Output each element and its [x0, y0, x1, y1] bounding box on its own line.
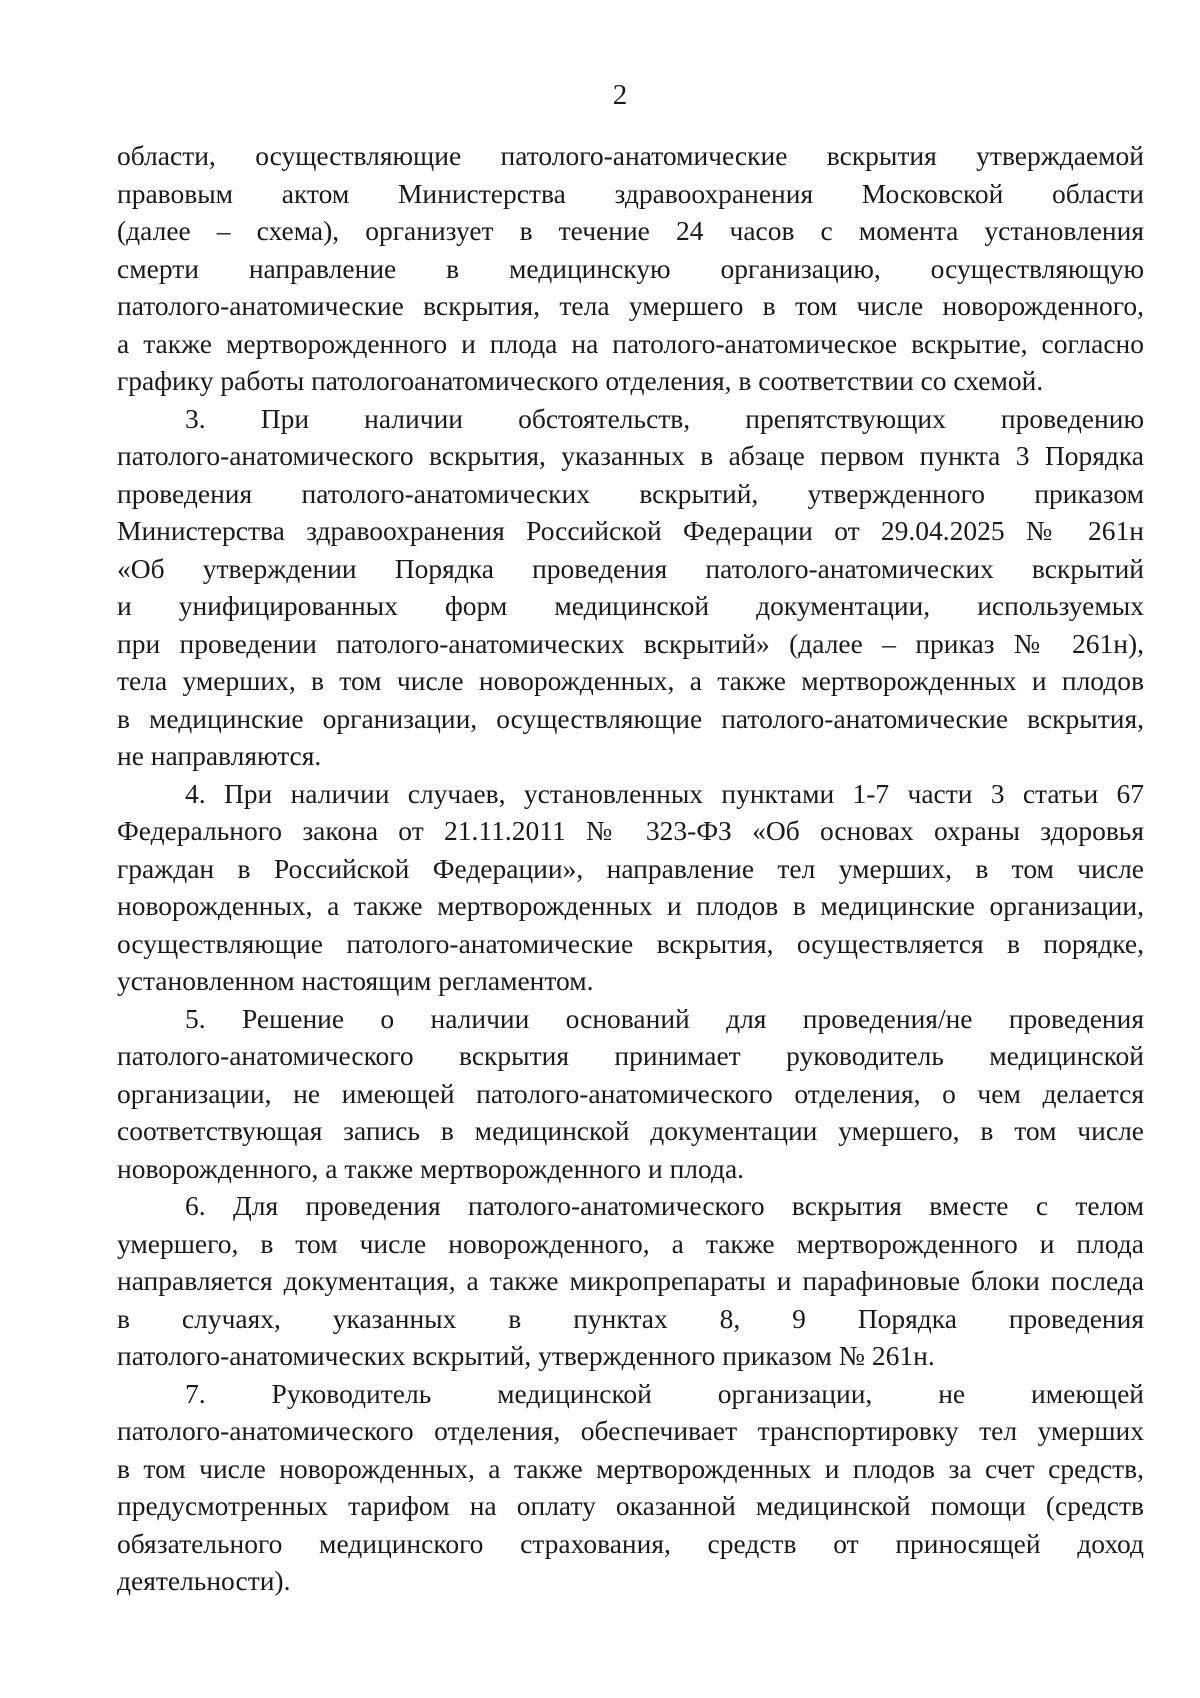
text-line: 3. При наличии обстоятельств, препятствующих проведению [185, 402, 1144, 434]
text-line: Министерства здравоохранения Российской Федерации от 29.04.2025 № 261н [117, 515, 1144, 546]
paragraph [117, 1000, 1144, 1188]
text-line: в случаях, указанных в пунктах 8, 9 Порядка проведения [117, 1302, 1144, 1334]
paragraph [117, 775, 1144, 1000]
document-body [117, 137, 1144, 1600]
text-line: установленном настоящим регламентом. [117, 965, 594, 996]
paragraph [117, 1187, 1144, 1375]
text-line: новорожденного, а также мертворожденного и плода. [117, 1152, 745, 1184]
text-line: патолого-анатомические вскрытия, тела умершего в том числе новорожденного, [117, 290, 1144, 321]
text-line: организации, не имеющей патолого-анатомического отделения, о чем делается [117, 1077, 1144, 1109]
paragraph [117, 137, 1144, 400]
text-line: не направляются. [117, 740, 322, 771]
text-line: проведения патолого-анатомических вскрытий, утвержденного приказом [117, 477, 1144, 509]
text-line: области, осуществляющие патолого-анатомические вскрытия утверждаемой [117, 140, 1144, 171]
text-line: обязательного медицинского страхования, средств от приносящей доход [117, 1527, 1144, 1559]
text-line: «Об утверждении Порядка проведения патолого-анатомических вскрытий [117, 552, 1144, 584]
text-line: патолого-анатомического вскрытия, указанных в абзаце первом пункта 3 Порядка [117, 440, 1144, 471]
text-line: 7. Руководитель медицинской организации, не имеющей [185, 1377, 1144, 1409]
text-line: соответствующая запись в медицинской документации умершего, в том числе [117, 1115, 1144, 1146]
text-line: патолого-анатомических вскрытий, утвержденного приказом № 261н. [117, 1340, 935, 1371]
text-line: умершего, в том числе новорожденного, а также мертворожденного и плода [117, 1227, 1144, 1259]
text-line: 6. Для проведения патолого-анатомического вскрытия вместе с телом [185, 1190, 1144, 1221]
text-line: а также мертворожденного и плода на патолого-анатомическое вскрытие, согласно [117, 327, 1144, 359]
paragraph [117, 400, 1144, 775]
text-line: осуществляющие патолого-анатомические вскрытия, осуществляется в порядке, [117, 927, 1144, 959]
text-line: тела умерших, в том числе новорожденных, а также мертворожденных и плодов [117, 665, 1144, 696]
text-line: в том числе новорожденных, а также мертворожденных и плодов за счет средств, [117, 1452, 1144, 1484]
text-line: 4. При наличии случаев, установленных пунктами 1-7 части 3 статьи 67 [185, 777, 1144, 809]
text-line: в медицинские организации, осуществляющие патолого-анатомические вскрытия, [117, 702, 1144, 734]
text-line: граждан в Российской Федерации», направление тел умерших, в том числе [117, 852, 1144, 884]
text-line: графику работы патологоанатомического отделения, в соответствии со схемой. [117, 365, 1044, 396]
paragraph [117, 1375, 1144, 1600]
text-line: и унифицированных форм медицинской документации, используемых [117, 590, 1144, 621]
text-line: при проведении патолого-анатомических вскрытий» (далее – приказ № 261н), [117, 627, 1144, 659]
text-line: правовым актом Министерства здравоохранения Московской области [117, 177, 1144, 209]
text-line: Федерального закона от 21.11.2011 № 323-ФЗ «Об основах охраны здоровья [117, 815, 1144, 846]
text-line: 5. Решение о наличии оснований для проведения/не проведения [185, 1002, 1144, 1034]
page-number: 2 [612, 79, 628, 111]
text-line: новорожденных, а также мертворожденных и плодов в медицинские организации, [117, 890, 1144, 921]
text-line: деятельности). [117, 1565, 291, 1596]
text-line: патолого-анатомического вскрытия принимает руководитель медицинской [117, 1040, 1144, 1071]
text-line: предусмотренных тарифом на оплату оказанной медицинской помощи (средств [117, 1490, 1144, 1521]
text-line: смерти направление в медицинскую организацию, осуществляющую [117, 252, 1144, 284]
text-line: (далее – схема), организует в течение 24 часов с момента установления [117, 215, 1144, 246]
text-line: патолого-анатомического отделения, обеспечивает транспортировку тел умерших [117, 1415, 1144, 1446]
text-line: направляется документация, а также микропрепараты и парафиновые блоки последа [117, 1265, 1144, 1296]
